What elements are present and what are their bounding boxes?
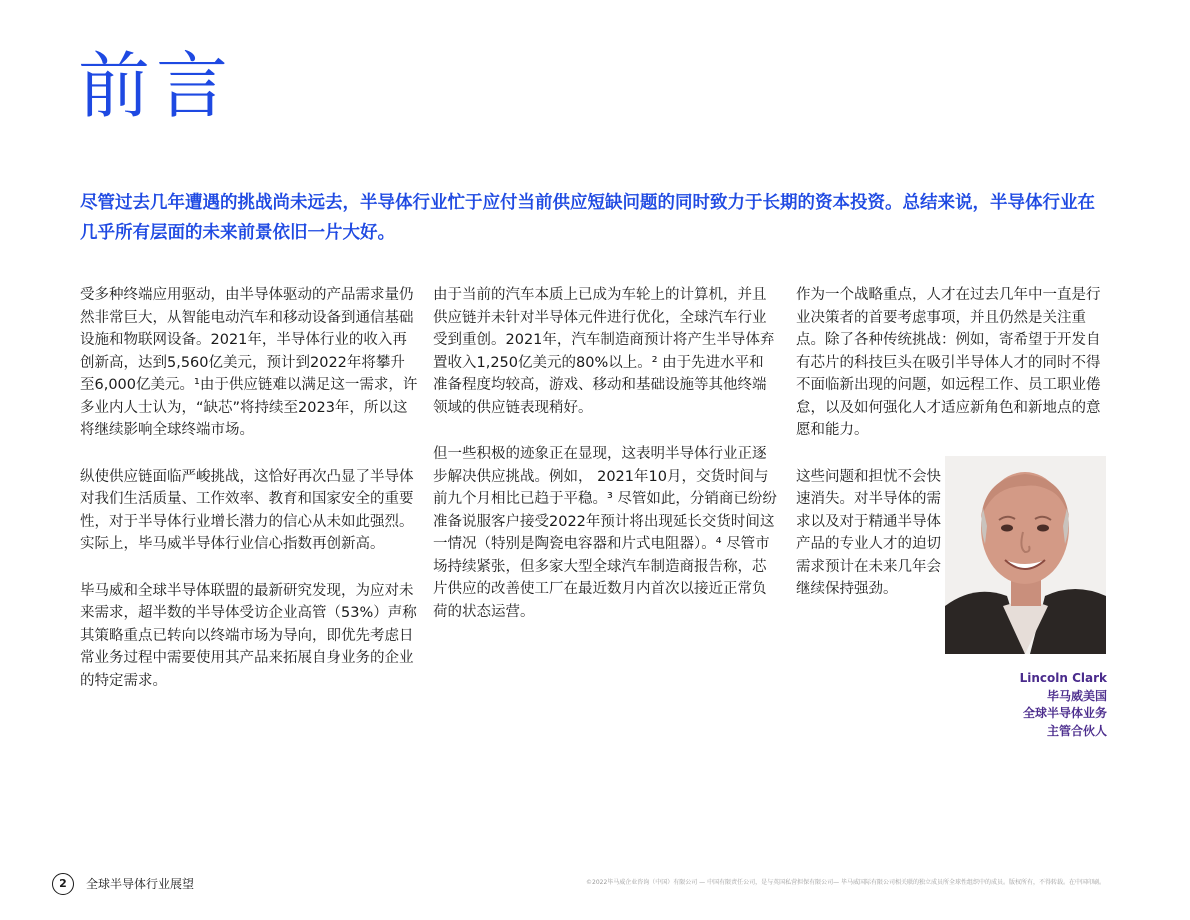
footer-title: 全球半导体行业展望 (86, 877, 195, 891)
caption-line: 全球半导体业务 (1022, 706, 1107, 720)
portrait-photo (945, 456, 1106, 654)
lead-paragraph: 尽管过去几年遭遇的挑战尚未远去，半导体行业忙于应付当前供应短缺问题的同时致力于长期的资本投资。总结来说，半导体行业在几乎所有层面的未来前景依旧一片大好。 (80, 193, 1095, 243)
paragraph: 纵使供应链面临严峻挑战，这恰好再次凸显了半导体对我们生活质量、工作效率、教育和国家安全的重要性，对于半导体行业增长潜力的信心从未如此强烈。实际上，毕马威半导体行业信心指数再创新高。 (80, 468, 414, 552)
column-2 (433, 284, 778, 647)
paragraph: 由于当前的汽车本质上已成为车轮上的计算机，并且供应链并未针对半导体元件进行优化，全球汽车行业受到重创。2021年，汽车制造商预计将产生半导体弃置收入1,250亿美元的80%以上。² 由于先进水平和准备程度均较高，游戏、移动和基础设施等其他终端领域的供应链表现稍好。 (433, 287, 775, 416)
page-title: 前言 (78, 44, 235, 128)
paragraph: 作为一个战略重点，人才在过去几年中一直是行业决策者的首要考虑事项，并且仍然是关注重点。除了各种传统挑战：例如，寄希望于开发自有芯片的科技巨头在吸引半导体人才的同时不得不面临新出现的问题，如远程工作、员工职业倦怠，以及如何强化人才适应新角色和新地点的意愿和能力。 (796, 287, 1101, 438)
caption-name: Lincoln Clark (1019, 671, 1107, 685)
caption-line: 毕马威美国 (1046, 688, 1107, 703)
portrait-illustration (945, 456, 1106, 654)
paragraph: 这些问题和担忧不会快速消失。对半导体的需求以及对于精通半导体产品的专业人才的迫切需求预计在未来几年会继续保持强劲。 (796, 468, 941, 597)
caption-line: 主管合伙人 (1046, 723, 1107, 738)
paragraph: 毕马威和全球半导体联盟的最新研究发现，为应对未来需求，超半数的半导体受访企业高管（53%）声称其策略重点已转向以终端市场为导向，即优先考虑日常业务过程中需要使用其产品来拓展自身业务的企业的特定需求。 (80, 582, 417, 689)
footer-legal-text: ©2022毕马威企业咨询（中国）有限公司 — 中国有限责任公司，是与英国私营担保有限公司— 毕马威国际有限公司相关联的独立成员所全球性组织中的成员。版权所有，不得转载。在中国印刷。 (586, 879, 1105, 886)
column-1 (80, 284, 418, 716)
paragraph: 但一些积极的迹象正在显现，这表明半导体行业正逐步解决供应挑战。例如， 2021年10月，交货时间与前九个月相比已趋于平稳。³ 尽管如此，分销商已纷纷准备说服客户接受2022年预计将出现延长交货时间这一情况（特别是陶瓷电容器和片式电阻器）。⁴ 尽管市场持续紧张，但多家大型全球汽车制造商报告称，芯片供应的改善使工厂在最近数月内首次以接近正常负荷的状态运营。 (433, 446, 777, 620)
paragraph: 受多种终端应用驱动，由半导体驱动的产品需求量仍然非常巨大，从智能电动汽车和移动设备到通信基础设施和物联网设备。2021年，半导体行业的收入再创新高，达到5,560亿美元，预计到2022年将攀升至6,000亿美元。¹由于供应链难以满足这一需求，许多业内人士认为，“缺芯”将持续至2023年，所以这将继续影响全球终端市场。 (80, 287, 418, 438)
photo-caption (1020, 670, 1107, 740)
page-number-badge: 2 (52, 873, 74, 895)
